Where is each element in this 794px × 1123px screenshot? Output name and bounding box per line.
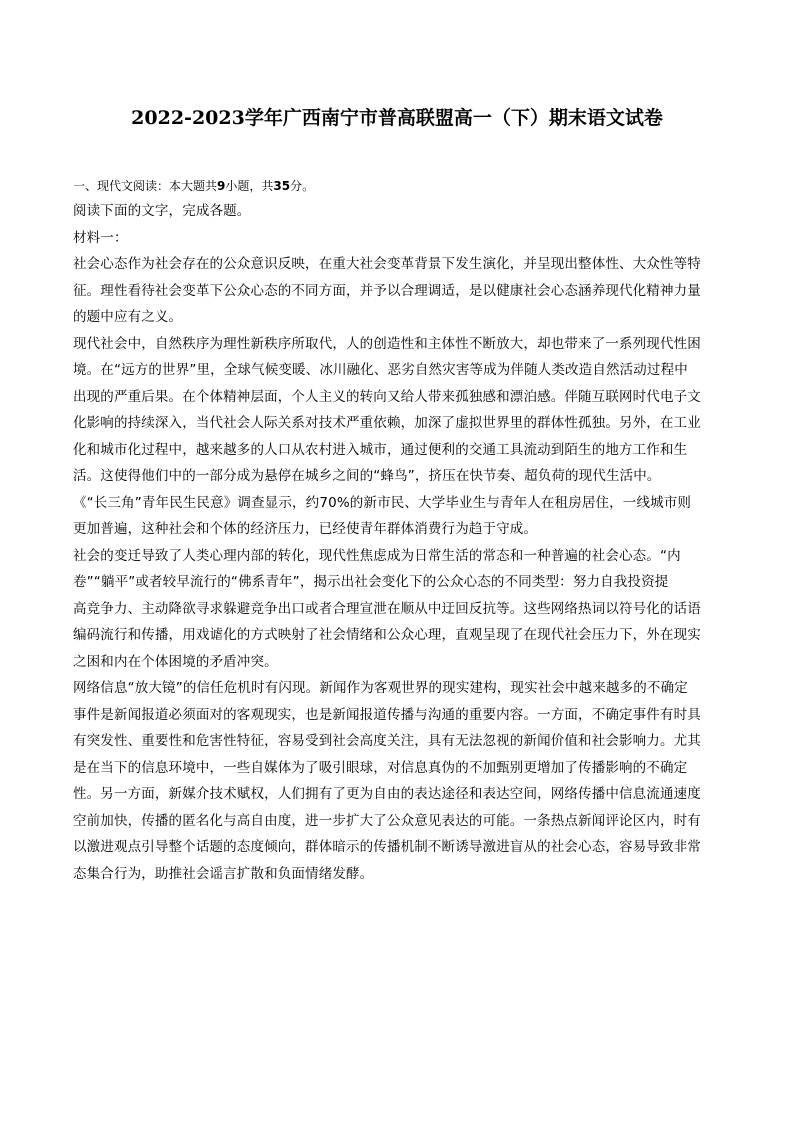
text-line: 事件是新闻报道必须面对的客观现实，也是新闻报道传播与沟通的重要内容。一方面，不确定事件有时具 bbox=[73, 706, 701, 723]
paragraph-3 bbox=[73, 490, 721, 543]
text-line: 出现的严重后果。在个体精神层面，个人主义的转向又给人带来孤独感和漂泊感。伴随互联网时代电子文 bbox=[73, 388, 701, 405]
text-line: 有突发性、重要性和危害性特征，容易受到社会高度关注，具有无法忽视的新闻价值和社会影响力。尤其 bbox=[73, 733, 701, 749]
text-line: 态集合行为，助推社会谣言扩散和负面情绪发酵。 bbox=[73, 865, 374, 882]
text-line: 境。在“远方的世界”里，全球气候变暖、冰川融化、恶劣自然灾害等成为伴随人类改造自然活动过程中 bbox=[73, 362, 688, 378]
text-line: 网络信息“放大镜”的信任危机时有闪现。新闻作为客观世界的现实建构，现实社会中越来越多的不确定 bbox=[73, 680, 688, 696]
section-heading-mid: 小题，共 bbox=[225, 179, 274, 193]
text-line: 《“长三角”青年民生民意》调查显示，约70%的新市民、大学毕业生与青年人在租房居住，一线城市则 bbox=[73, 494, 692, 511]
paragraph-2 bbox=[73, 331, 721, 490]
text-line: 性。另一方面，新媒介技术赋权，人们拥有了更为自由的表达途径和表达空间，网络传播中信息流通速度 bbox=[73, 786, 701, 802]
page-title: 2022-2023学年广西南宁市普高联盟高一（下）期末语文试卷 bbox=[131, 107, 663, 129]
section-heading bbox=[73, 174, 721, 198]
text-line: 更加普遍，这种社会和个体的经济压力，已经使青年群体消费行为趋于守成。 bbox=[73, 521, 538, 537]
document-body bbox=[73, 174, 721, 887]
text-line: 社会的变迁导致了人类心理内部的转化，现代性焦虑成为日常生活的常态和一种普遍的社会心态。“内 bbox=[73, 547, 681, 564]
text-line: 高竞争力、主动降欲寻求躲避竞争出口或者合理宣泄在顺从中迂回反抗等。这些网络热词以符号化的话语 bbox=[73, 600, 701, 617]
total-points: 35 bbox=[273, 179, 291, 193]
text-line: 现代社会中，自然秩序为理性新秩序所取代，人的创造性和主体性不断放大，却也带来了一系列现代性困 bbox=[73, 335, 701, 352]
text-line: 社会心态作为社会存在的公众意识反映，在重大社会变革背景下发生演化，并呈现出整体性、大众性等特 bbox=[73, 256, 701, 272]
paragraph-5 bbox=[73, 675, 721, 887]
text-line: 之困和内在个体困境的矛盾冲突。 bbox=[73, 653, 278, 670]
text-line: 化影响的持续深入，当代社会人际关系对技术严重依赖，加深了虚拟世界里的群体性孤独。另外，在工业 bbox=[73, 415, 701, 431]
text-line: 编码流行和传播，用戏谑化的方式映射了社会情绪和公众心理，直观呈现了在现代社会压力下，外在现实 bbox=[73, 627, 701, 643]
text-line: 的题中应有之义。 bbox=[73, 309, 183, 325]
paragraph-4 bbox=[73, 543, 721, 676]
text-line: 空前加快，传播的匿名化与高自由度，进一步扩大了公众意见表达的可能。一条热点新闻评论区内，时有 bbox=[73, 812, 701, 829]
material-label: 材料一： bbox=[73, 229, 128, 246]
text-line: 是在当下的信息环境中，一些自媒体为了吸引眼球，对信息真伪的不加甄别更增加了传播影响的不确定 bbox=[73, 759, 688, 776]
reading-instruction: 阅读下面的文字，完成各题。 bbox=[73, 203, 251, 219]
paragraph-1 bbox=[73, 251, 721, 331]
text-line: 化和城市化过程中，越来越多的人口从农村进入城市，通过便利的交通工具流动到陌生的地方工作和生 bbox=[73, 441, 688, 458]
section-heading-suffix: 分。 bbox=[290, 179, 315, 193]
section-heading-prefix: 一、现代文阅读：本大题共 bbox=[73, 179, 218, 193]
text-line: 征。理性看待社会变革下公众心态的不同方面，并予以合理调适，是以健康社会心态涵养现代化精神力量 bbox=[73, 282, 701, 299]
text-line: 卷”“躺平”或者较早流行的“佛系青年”，揭示出社会变化下的公众心态的不同类型：努力自我投资提 bbox=[73, 574, 669, 590]
question-count: 9 bbox=[217, 179, 226, 193]
text-line: 以激进观点引导整个话题的态度倾向，群体暗示的传播机制不断诱导激进盲从的社会心态，容易导致非常 bbox=[73, 839, 701, 855]
text-line: 活。这使得他们中的一部分成为悬停在城乡之间的“蜂鸟”，挤压在快节奏、超负荷的现代生活中。 bbox=[73, 468, 661, 484]
